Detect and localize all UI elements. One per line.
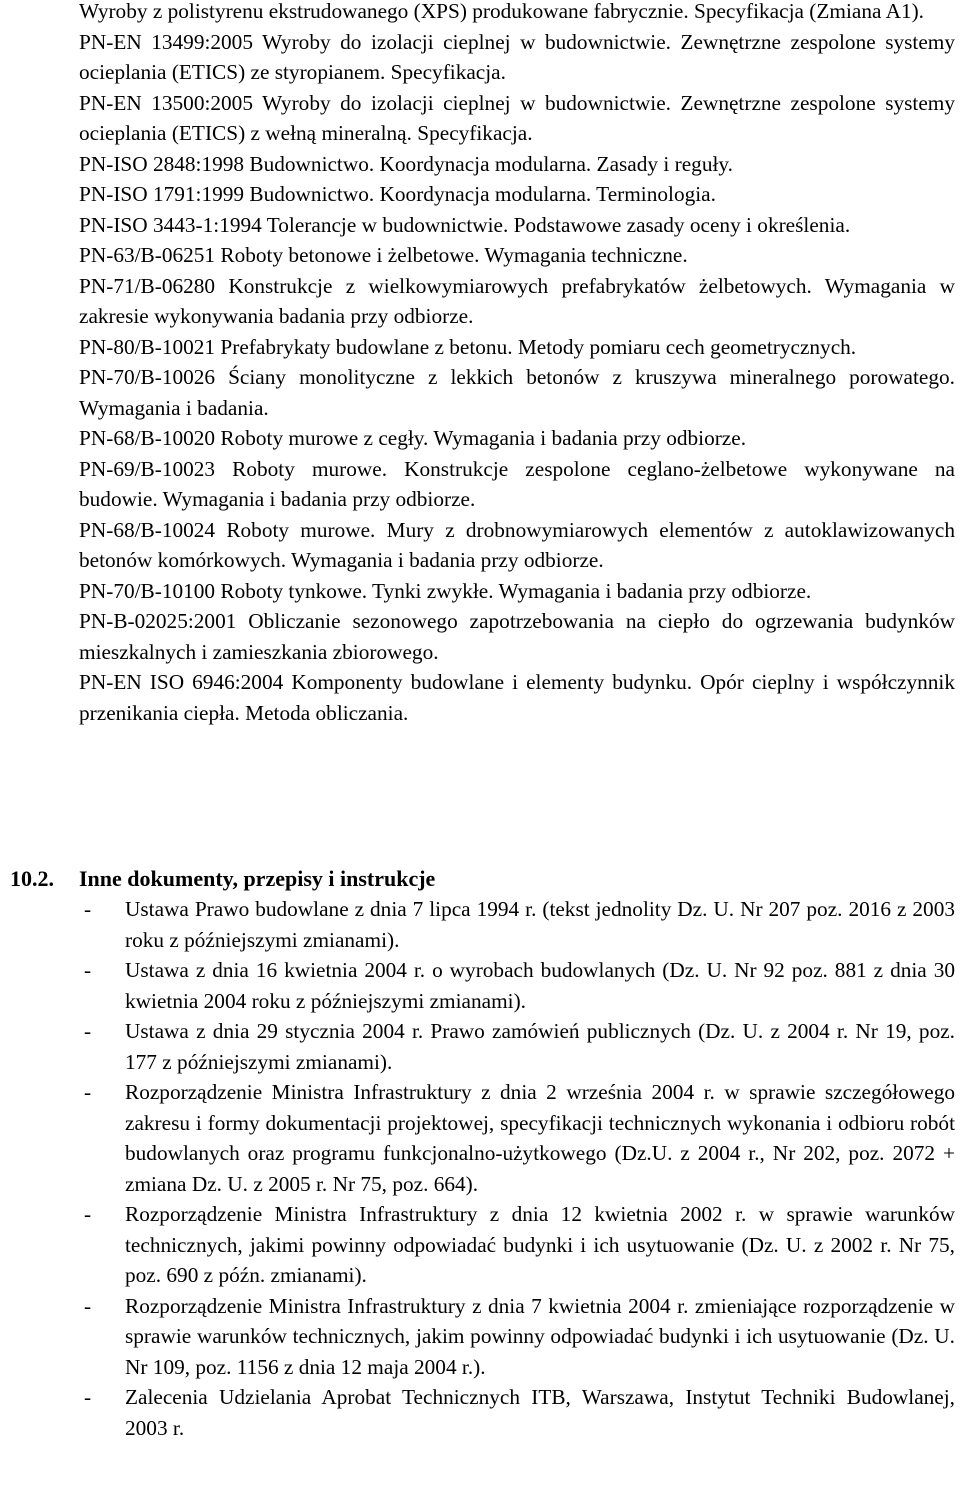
document-text: Rozporządzenie Ministra Infrastruktury z dnia 12 kwietnia 2002 r. w sprawie warunków technicznych, jakimi powinny odpowiadać budynki i ich usytuowanie (Dz. U. z 2002 r. Nr 75, poz. 690 z późn. zmianami). — [125, 1202, 955, 1287]
section-heading — [10, 864, 950, 894]
document-text: Zalecenia Udzielania Aprobat Technicznych ITB, Warszawa, Instytut Techniki Budowlanej, 2003 r. — [125, 1385, 955, 1440]
standards-list — [79, 0, 955, 728]
document-text: Rozporządzenie Ministra Infrastruktury z dnia 2 września 2004 r. w sprawie szczegółowego zakresu i formy dokumentacji projektowej, specyfikacji technicznych wykonania i odbioru robót budowlanych oraz programu funkcjonalno-użytkowego (Dz.U. z 2004 r., Nr 202, poz. 2072 + zmiana Dz. U. z 2005 r. Nr 75, poz. 664). — [125, 1080, 955, 1196]
standard-item: PN-80/B-10021 Prefabrykaty budowlane z betonu. Metody pomiaru cech geometrycznych. — [79, 334, 857, 359]
list-dash: - — [84, 1019, 92, 1043]
list-dash: - — [84, 1293, 92, 1318]
document-item — [79, 1199, 955, 1291]
standard-item: PN-ISO 1791:1999 Budownictwo. Koordynacja modularna. Terminologia. — [79, 182, 716, 206]
standard-item: Wyroby z polistyrenu ekstrudowanego (XPS) produkowane fabrycznie. Specyfikacja (Zmiana A1). — [79, 0, 925, 23]
standard-item: PN-EN ISO 6946:2004 Komponenty budowlane i elementy budynku. Opór cieplny i współczynnik przenikania ciepła. Metoda obliczania. — [79, 670, 955, 725]
list-dash: - — [84, 1080, 92, 1104]
list-dash: - — [84, 897, 92, 921]
standard-item: PN-63/B-06251 Roboty betonowe i żelbetowe. Wymagania techniczne. — [79, 243, 688, 267]
standard-item: PN-ISO 3443-1:1994 Tolerancje w budownictwie. Podstawowe zasady oceny i określenia. — [79, 212, 851, 237]
section-title: Inne dokumenty, przepisy i instrukcje — [79, 866, 436, 891]
list-dash: - — [84, 958, 92, 982]
document-item — [79, 894, 955, 955]
standard-item: PN-EN 13500:2005 Wyroby do izolacji cieplnej w budownictwie. Zewnętrzne zespolone systemy ocieplania (ETICS) z wełną mineralną. Specyfikacja. — [79, 90, 955, 145]
document-item — [79, 955, 955, 1016]
standard-item: PN-71/B-06280 Konstrukcje z wielkowymiarowych prefabrykatów żelbetowych. Wymagania w zakresie wykonywania badania przy odbiorze. — [79, 273, 955, 328]
standard-item: PN-B-02025:2001 Obliczanie sezonowego zapotrzebowania na ciepło do ogrzewania budynków mieszkalnych i zamieszkania zbiorowego. — [79, 609, 955, 664]
document-text: Ustawa z dnia 16 kwietnia 2004 r. o wyrobach budowlanych (Dz. U. Nr 92 poz. 881 z dnia 30 kwietnia 2004 roku z późniejszymi zmianami). — [125, 958, 955, 1013]
document-item — [79, 1382, 955, 1443]
document-item — [79, 1291, 955, 1383]
standard-item: PN-68/B-10020 Roboty murowe z cegły. Wymagania i badania przy odbiorze. — [79, 426, 747, 450]
section-number: 10.2. — [10, 866, 54, 891]
standard-item: PN-ISO 2848:1998 Budownictwo. Koordynacja modularna. Zasady i reguły. — [79, 151, 733, 176]
documents-list — [79, 894, 955, 1443]
document-text: Rozporządzenie Ministra Infrastruktury z dnia 7 kwietnia 2004 r. zmieniające rozporządzenie w sprawie warunków technicznych, jakim powinny odpowiadać budynki i ich usytuowanie (Dz. U. Nr 109, poz. 1156 z dnia 12 maja 2004 r.). — [125, 1293, 955, 1379]
standard-item: PN-70/B-10100 Roboty tynkowe. Tynki zwykłe. Wymagania i badania przy odbiorze. — [79, 578, 812, 603]
document-item — [79, 1077, 955, 1199]
list-dash: - — [84, 1202, 92, 1226]
document-text: Ustawa Prawo budowlane z dnia 7 lipca 1994 r. (tekst jednolity Dz. U. Nr 207 poz. 2016 z 2003 roku z późniejszymi zmianami). — [125, 897, 955, 952]
document-item — [79, 1016, 955, 1077]
list-dash: - — [84, 1385, 92, 1409]
standard-item: PN-69/B-10023 Roboty murowe. Konstrukcje zespolone ceglano-żelbetowe wykonywane na budowie. Wymagania i badania przy odbiorze. — [79, 456, 955, 511]
document-text: Ustawa z dnia 29 stycznia 2004 r. Prawo zamówień publicznych (Dz. U. z 2004 r. Nr 19, poz. 177 z późniejszymi zmianami). — [125, 1019, 955, 1074]
standard-item: PN-68/B-10024 Roboty murowe. Mury z drobnowymiarowych elementów z autoklawizowanych betonów komórkowych. Wymagania i badania przy odbiorze. — [79, 517, 955, 572]
standard-item: PN-EN 13499:2005 Wyroby do izolacji cieplnej w budownictwie. Zewnętrzne zespolone systemy ocieplania (ETICS) ze styropianem. Specyfikacja. — [79, 29, 955, 84]
standard-item: PN-70/B-10026 Ściany monolityczne z lekkich betonów z kruszywa mineralnego porowatego. Wymagania i badania. — [79, 365, 955, 420]
